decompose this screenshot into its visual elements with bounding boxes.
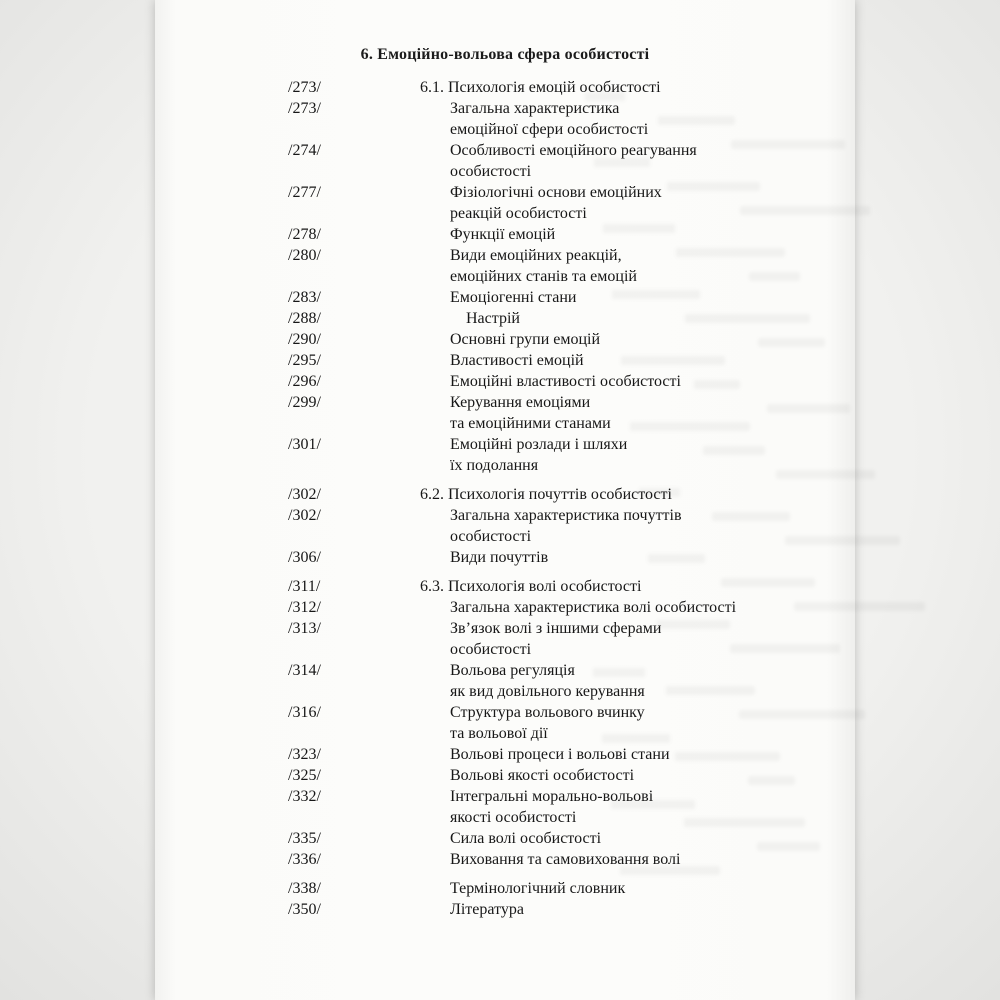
toc-entry	[155, 660, 855, 702]
page-number: /306/	[288, 549, 321, 566]
toc-entry	[155, 899, 855, 920]
toc-entry	[155, 765, 855, 786]
toc-entry	[155, 597, 855, 618]
page-number: /316/	[288, 704, 321, 721]
toc-entry	[155, 182, 855, 224]
page-number: /283/	[288, 289, 321, 306]
page-number: /311/	[288, 578, 321, 595]
entry-title: Структура вольового вчинку та вольової дії	[450, 704, 645, 742]
entry-title: 6.3. Психологія волі особистості	[420, 578, 642, 595]
entry-title: Сила волі особистості	[450, 830, 602, 847]
entry-title: Загальна характеристика волі особистості	[450, 599, 737, 616]
entry-title: Загальна характеристика емоційної сфери особистості	[450, 100, 649, 138]
entry-title: Функції емоцій	[450, 226, 556, 243]
toc-list	[155, 77, 855, 920]
page-number: /335/	[288, 830, 321, 847]
toc-entry	[155, 371, 855, 392]
entry-title: Література	[450, 901, 524, 918]
toc-entry	[155, 786, 855, 828]
page-number: /314/	[288, 662, 321, 679]
entry-title: Особливості емоційного реагування особистості	[450, 142, 697, 180]
toc-entry	[155, 245, 855, 287]
page-number: /302/	[288, 507, 321, 524]
toc-entry	[155, 744, 855, 765]
entry-title: Емоційні розлади і шляхи їх подолання	[450, 436, 628, 474]
page-number: /288/	[288, 310, 321, 327]
toc-entry	[155, 878, 855, 899]
page-number: /313/	[288, 620, 321, 637]
page-number: /295/	[288, 352, 321, 369]
entry-title: 6.1. Психологія емоцій особистості	[420, 79, 661, 96]
page-number: /274/	[288, 142, 321, 159]
entry-title: Емоціогенні стани	[450, 289, 577, 306]
entry-title: Вольова регуляція як вид довільного керування	[450, 662, 645, 700]
entry-title: Емоційні властивості особистості	[450, 373, 681, 390]
toc-entry	[155, 702, 855, 744]
toc-entry	[155, 140, 855, 182]
page-number: /273/	[288, 79, 321, 96]
toc-entry	[155, 329, 855, 350]
entry-title: Термінологічний словник	[450, 880, 626, 897]
entry-title: Види емоційних реакцій, емоційних станів та емоцій	[450, 247, 637, 285]
page-number: /312/	[288, 599, 321, 616]
toc-entry	[155, 505, 855, 547]
entry-title: Основні групи емоцій	[450, 331, 601, 348]
toc-entry	[155, 350, 855, 371]
toc-entry	[155, 576, 855, 597]
entry-title: Загальна характеристика почуттів особистості	[450, 507, 682, 545]
entry-title: Фізіологічні основи емоційних реакцій особистості	[450, 184, 662, 222]
toc-entry	[155, 98, 855, 140]
toc-entry	[155, 308, 855, 329]
toc-entry	[155, 434, 855, 476]
book-page	[155, 0, 855, 1000]
page-number: /332/	[288, 788, 321, 805]
toc-entry	[155, 849, 855, 870]
entry-title: Види почуттів	[450, 549, 549, 566]
entry-title: Настрій	[466, 310, 520, 327]
entry-title: Виховання та самовиховання волі	[450, 851, 681, 868]
page-number: /350/	[288, 901, 321, 918]
toc-entry	[155, 224, 855, 245]
page-number: /336/	[288, 851, 321, 868]
page-number: /301/	[288, 436, 321, 453]
toc-entry	[155, 828, 855, 849]
entry-title: 6.2. Психологія почуттів особистості	[420, 486, 672, 503]
page-number: /302/	[288, 486, 321, 503]
toc-entry	[155, 77, 855, 98]
toc-entry	[155, 547, 855, 568]
page-number: /299/	[288, 394, 321, 411]
entry-title: Інтегральні морально-вольові якості особистості	[450, 788, 654, 826]
toc-entry	[155, 618, 855, 660]
entry-title: Властивості емоцій	[450, 352, 584, 369]
page-number: /296/	[288, 373, 321, 390]
entry-title: Вольові процеси і вольові стани	[450, 746, 670, 763]
page-number: /338/	[288, 880, 321, 897]
page-number: /278/	[288, 226, 321, 243]
chapter-title: 6. Емоційно-вольова сфера особистості	[360, 46, 650, 63]
page-content	[155, 46, 855, 920]
entry-title: Керування емоціями та емоційними станами	[450, 394, 611, 432]
toc-entry	[155, 287, 855, 308]
page-number: /277/	[288, 184, 321, 201]
entry-title: Зв’язок волі з іншими сферами особистості	[450, 620, 662, 658]
page-number: /323/	[288, 746, 321, 763]
toc-entry	[155, 392, 855, 434]
page-number: /280/	[288, 247, 321, 264]
toc-entry	[155, 484, 855, 505]
entry-title: Вольові якості особистості	[450, 767, 635, 784]
page-number: /290/	[288, 331, 321, 348]
page-number: /325/	[288, 767, 321, 784]
page-number: /273/	[288, 100, 321, 117]
